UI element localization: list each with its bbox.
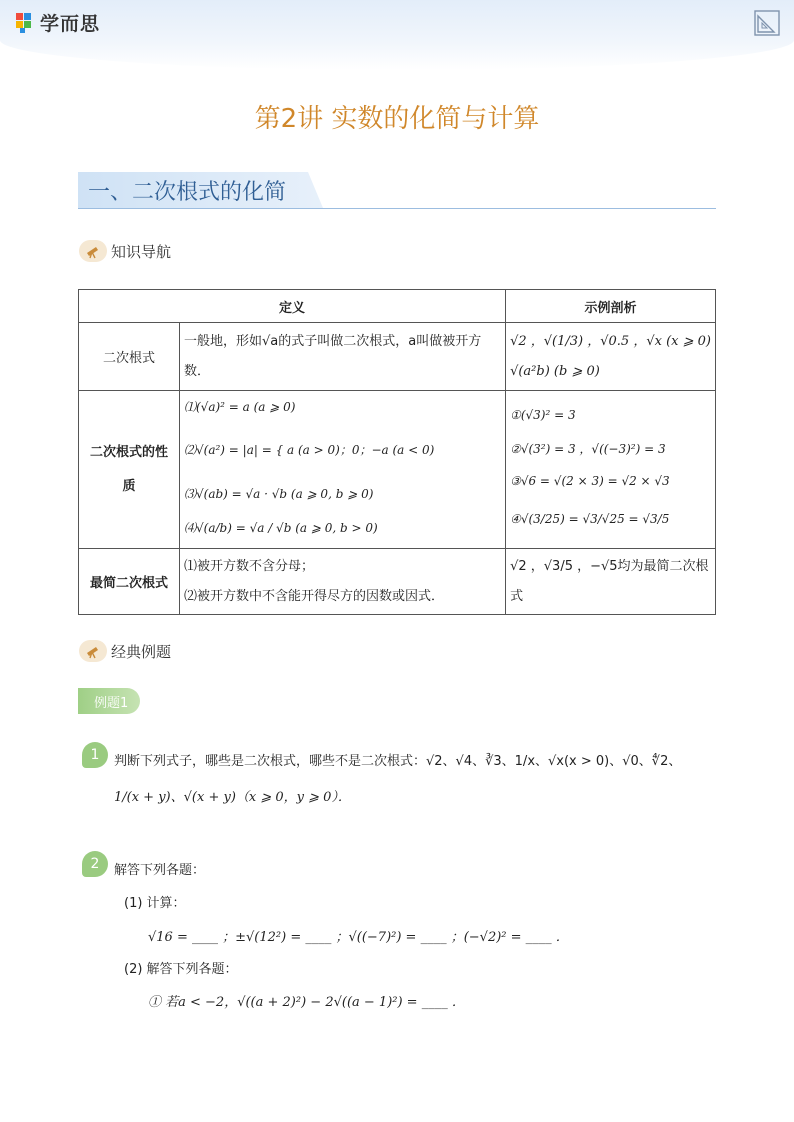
- property-1: ⑴(√a)² = a (a ⩾ 0): [184, 400, 296, 414]
- examples-simplest: [506, 549, 716, 615]
- knowledge-label: 知识导航: [111, 242, 172, 261]
- logo-text: 学而思: [40, 13, 101, 35]
- example-1: ①(√3)² = 3: [510, 407, 576, 422]
- definition-line: 一般地，形如√a的式子叫做二次根式，a叫做被开方: [184, 333, 482, 349]
- knowledge-table: [78, 289, 716, 615]
- example-2: ②√(3²) = 3 ，√((−3)²) = 3: [510, 442, 666, 456]
- row-name-simplest: 最简二次根式: [79, 549, 180, 615]
- knowledge-heading: [79, 240, 171, 262]
- example-3: ③√6 = √(2 × 3) = √2 × √3: [510, 473, 670, 488]
- definition-line: 数．: [184, 363, 211, 379]
- example-4: ④√(3/25) = √3/√25 = √3/5: [510, 511, 670, 526]
- row-name-properties: [79, 391, 180, 549]
- definition-line: ⑴被开方数不含分母；: [184, 558, 315, 574]
- example-line: √2 ，√(1/3) ，√0.5 ，√x (x ⩾ 0): [510, 333, 711, 349]
- properties-list: [180, 391, 506, 549]
- logo-mark-icon: [16, 13, 36, 33]
- question-2-badge: 2: [82, 851, 108, 877]
- examples-radical: [506, 323, 716, 391]
- header-examples: 示例剖析: [506, 290, 716, 323]
- examples-heading: [79, 640, 171, 662]
- telescope-icon: [79, 240, 107, 262]
- definition-radical: [180, 323, 506, 391]
- definition-simplest: [180, 549, 506, 615]
- header-definition: 定义: [79, 290, 506, 323]
- lesson-title: 第2讲 实数的化简与计算: [254, 104, 540, 134]
- question-2-part1-expression: √16 = ____ ；±√(12²) = ____ ；√((−7)²) = ____ ；(−√2)² = ____ ．: [148, 930, 569, 945]
- row-name-line: 质: [122, 478, 136, 494]
- row-name-radical: 二次根式: [79, 323, 180, 391]
- example-line: √(a²b) (b ⩾ 0): [510, 363, 600, 379]
- question-2-part2-expression: ① 若a < −2，√((a + 2)²) − 2√((a − 1)²) = ____ ．: [148, 995, 465, 1010]
- question-2-text: 解答下列各题：: [114, 863, 206, 878]
- property-3: ⑶√(ab) = √a · √b (a ⩾ 0, b ⩾ 0): [184, 487, 374, 501]
- question-2-part2-label: (2) 解答下列各题：: [124, 962, 238, 977]
- row-name-line: 二次根式的性: [89, 444, 168, 460]
- section-title: 一、二次根式的化简: [88, 180, 287, 205]
- brand-logo: [16, 9, 100, 36]
- question-1-text-line2: 1/(x + y)、√(x + y)（x ⩾ 0，y ⩾ 0）．: [114, 790, 351, 805]
- property-2: ⑵√(a²) = |a| = { a (a > 0)；0；−a (a < 0): [184, 443, 435, 457]
- question-1-text: 判断下列式子，哪些是二次根式，哪些不是二次根式：√2、√4、∛3、1/x、√x(x > 0)、√0、∜2、: [114, 754, 682, 769]
- section-divider: [78, 208, 716, 209]
- example-line: 式: [510, 588, 524, 604]
- examples-label: 经典例题: [111, 642, 172, 661]
- page-header: [0, 0, 794, 70]
- example-tag: 例题1: [78, 688, 140, 714]
- example-line: √2 ，√3/5 ，−√5均为最简二次根: [510, 558, 709, 574]
- telescope-icon: [79, 640, 107, 662]
- question-2-part1-label: (1) 计算：: [124, 896, 186, 911]
- ruler-triangle-icon: [754, 10, 780, 36]
- definition-line: ⑵被开方数中不含能开得尽方的因数或因式．: [184, 588, 445, 604]
- property-4: ⑷√(a/b) = √a / √b (a ⩾ 0, b > 0): [184, 521, 378, 535]
- examples-properties: [506, 391, 716, 549]
- question-1-badge: 1: [82, 742, 108, 768]
